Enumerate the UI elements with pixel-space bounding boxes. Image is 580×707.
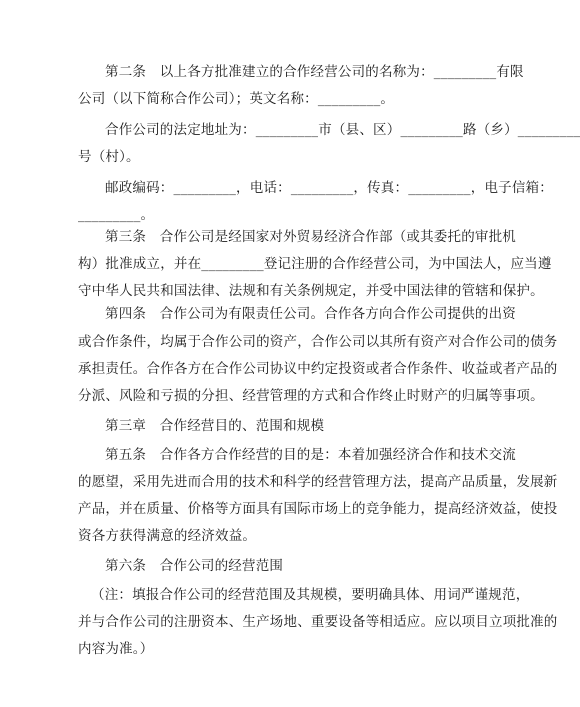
article-6-heading: 第六条 合作公司的经营范围 <box>105 558 284 574</box>
article-4-line-3: 承担责任。合作各方在合作公司协议中约定投资或者合作条件、收益或者产品的 <box>78 361 558 377</box>
contact-line-2: _________。 <box>78 207 155 223</box>
contact-line-1: 邮政编码：_________，电话：_________，传真：_________，电子信箱： <box>105 180 553 196</box>
article-4-line-2: 或合作条件，均属于合作公司的资产，合作公司以其所有资产对合作公司的债务 <box>78 334 558 350</box>
note-line-1: （注：填报合作公司的经营范围及其规模，要明确具体、用词严谨规范， <box>91 587 530 603</box>
article-3-line-1: 第三条 合作公司是经国家对外贸易经济合作部（或其委托的审批机 <box>105 229 516 245</box>
article-5-line-1: 第五条 合作各方合作经营的目的是：本着加强经济合作和技术交流 <box>105 447 516 463</box>
article-3-line-2: 构）批准成立，并在_________登记注册的合作经营公司，为中国法人，应当遵 <box>78 256 552 272</box>
article-4-line-1: 第四条 合作公司为有限责任公司。合作各方向合作公司提供的出资 <box>105 306 516 322</box>
article-3-line-3: 守中华人民共和国法律、法规和有关条例规定，并受中国法律的管辖和保护。 <box>78 283 544 299</box>
address-line-1: 合作公司的法定地址为：_________市（县、区）_________路（乡）_________ <box>105 122 580 138</box>
article-2-line-1: 第二条 以上各方批准建立的合作经营公司的名称为：_________有限 <box>105 64 524 80</box>
note-line-3: 内容为准。） <box>78 641 154 657</box>
article-4-line-4: 分派、风险和亏损的分担、经营管理的方式和合作终止时财产的归属等事项。 <box>78 388 544 404</box>
note-line-2: 并与合作公司的注册资本、生产场地、重要设备等相适应。应以项目立项批准的 <box>78 614 558 630</box>
article-5-line-3: 产品，并在质量、价格等方面具有国际市场上的竞争能力，提高经济效益，使投 <box>78 501 558 517</box>
article-2-line-2: 公司（以下简称合作公司）；英文名称：_________。 <box>78 91 395 107</box>
article-5-line-2: 的愿望，采用先进而合用的技术和科学的经营管理方法，提高产品质量，发展新 <box>78 474 558 490</box>
chapter-3-heading: 第三章 合作经营目的、范围和规模 <box>105 418 325 434</box>
article-5-line-4: 资各方获得满意的经济效益。 <box>78 528 257 544</box>
address-line-2: 号（村）。 <box>78 149 140 165</box>
